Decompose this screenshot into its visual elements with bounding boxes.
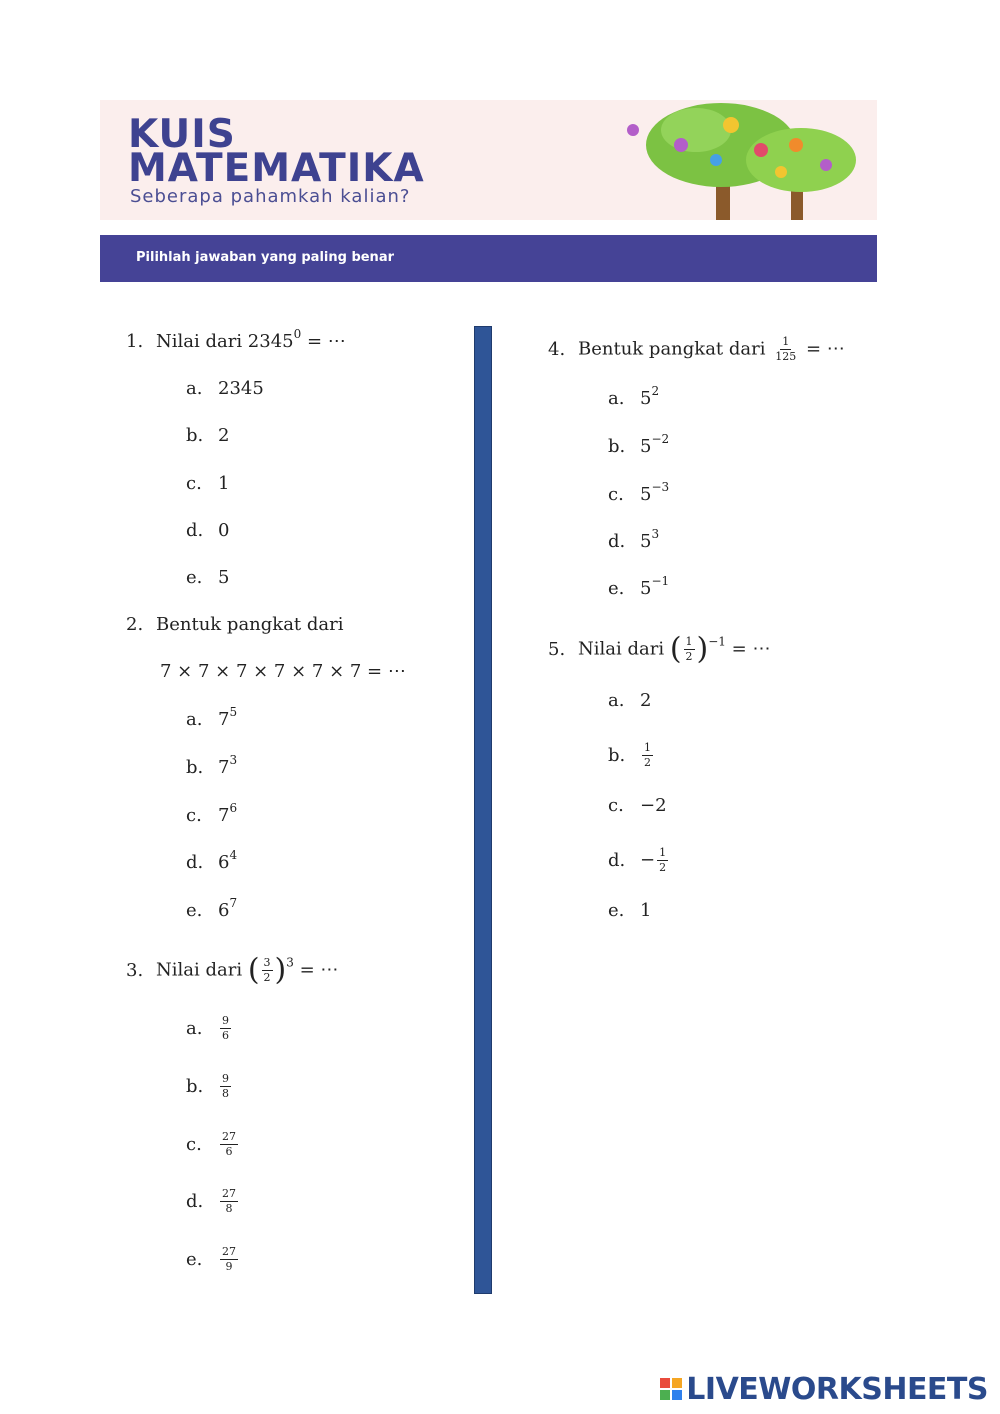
question-suffix: = ⋯ — [725, 638, 771, 660]
fraction — [262, 957, 273, 984]
fraction — [220, 1073, 231, 1100]
option-exponent: 5 — [229, 705, 238, 719]
liveworksheets-logo[interactable] — [660, 1372, 988, 1406]
option-letter: e. — [186, 567, 203, 588]
option-text: 0 — [218, 520, 230, 541]
option-text: 1 — [218, 473, 230, 494]
instruction-bar — [100, 235, 877, 282]
column-divider — [474, 326, 492, 1294]
title-line-2: MATEMATIKA — [128, 146, 425, 191]
question-number: 4. — [548, 338, 566, 360]
question-number: 3. — [126, 959, 144, 981]
question-4 — [548, 336, 845, 363]
numerator: 9 — [222, 1072, 229, 1085]
option-letter: a. — [608, 388, 625, 409]
numerator: 3 — [263, 956, 271, 969]
question-3 — [126, 952, 339, 988]
instruction-text: Pilihlah jawaban yang paling benar — [136, 250, 395, 265]
fraction — [220, 1188, 238, 1215]
option-sign: − — [640, 849, 656, 871]
option-q4-a[interactable] — [608, 384, 660, 410]
option-text: 2 — [218, 425, 230, 446]
option-exponent: −1 — [651, 574, 670, 588]
option-q1-d[interactable] — [186, 520, 229, 542]
question-suffix: = ⋯ — [293, 959, 339, 981]
fraction — [220, 1131, 238, 1158]
option-letter: c. — [186, 473, 202, 494]
question-2-expression: 7 × 7 × 7 × 7 × 7 × 7 = ⋯ — [160, 661, 406, 682]
question-suffix: = ⋯ — [301, 331, 346, 352]
option-exponent: −2 — [651, 432, 670, 446]
option-q4-e[interactable] — [608, 574, 670, 600]
option-q4-d[interactable] — [608, 527, 660, 553]
option-exponent: 4 — [229, 848, 238, 862]
fraction — [642, 742, 653, 769]
option-exponent: 3 — [229, 753, 238, 767]
fraction — [684, 636, 695, 663]
option-q5-d[interactable] — [608, 847, 670, 874]
denominator: 2 — [685, 650, 693, 663]
option-q3-b[interactable] — [186, 1073, 233, 1100]
denominator: 2 — [263, 971, 271, 984]
option-letter: d. — [186, 852, 204, 873]
numerator: 1 — [782, 335, 790, 348]
option-letter: e. — [608, 578, 625, 599]
denominator: 6 — [222, 1029, 229, 1042]
option-base: 5 — [640, 531, 652, 552]
option-q4-b[interactable] — [608, 432, 670, 458]
option-q2-a[interactable] — [186, 705, 238, 731]
option-q5-a[interactable] — [608, 690, 651, 712]
numerator: 27 — [222, 1130, 236, 1143]
option-q2-c[interactable] — [186, 801, 238, 827]
question-1 — [126, 327, 346, 353]
numerator: 9 — [222, 1014, 229, 1027]
option-q1-b[interactable] — [186, 425, 229, 447]
option-base: 5 — [640, 484, 652, 505]
option-exponent: 2 — [651, 384, 660, 398]
option-q3-d[interactable] — [186, 1188, 240, 1215]
option-text: 2 — [640, 690, 652, 711]
option-letter: d. — [186, 1190, 204, 1212]
title-line-1: KUIS — [128, 112, 236, 157]
option-text: 5 — [218, 567, 230, 588]
left-paren: ( — [247, 952, 260, 988]
option-letter: b. — [186, 1075, 204, 1097]
option-letter: d. — [186, 520, 204, 541]
fraction — [220, 1015, 231, 1042]
option-letter: b. — [608, 436, 626, 457]
option-letter: c. — [608, 795, 624, 816]
option-base: 6 — [218, 900, 230, 921]
denominator: 2 — [659, 861, 667, 874]
subtitle: Seberapa pahamkah kalian? — [130, 186, 411, 207]
option-exponent: 3 — [651, 527, 660, 541]
option-exponent: −3 — [651, 480, 670, 494]
question-number: 1. — [126, 331, 144, 352]
option-letter: b. — [186, 757, 204, 778]
question-number: 5. — [548, 638, 566, 660]
option-letter: c. — [608, 484, 624, 505]
option-text: 1 — [640, 900, 652, 921]
numerator: 1 — [644, 741, 651, 754]
denominator: 125 — [775, 350, 797, 363]
option-exponent: 7 — [229, 896, 238, 910]
option-letter: c. — [186, 1133, 202, 1155]
option-base: 7 — [218, 709, 230, 730]
question-text: Bentuk pangkat dari — [578, 338, 772, 360]
question-2 — [126, 614, 344, 636]
number-tree-illustration — [621, 100, 871, 220]
option-base: 5 — [640, 388, 652, 409]
option-q1-e[interactable] — [186, 567, 229, 589]
logo-grid-icon — [660, 1378, 682, 1400]
right-paren: ) — [274, 952, 287, 988]
option-q1-a[interactable] — [186, 378, 264, 400]
exponent: −1 — [708, 634, 726, 649]
numerator: 27 — [222, 1245, 236, 1258]
option-q2-b[interactable] — [186, 753, 238, 779]
option-letter: d. — [608, 849, 626, 871]
option-letter: a. — [608, 690, 625, 711]
option-base: 7 — [218, 757, 230, 778]
option-q3-a[interactable] — [186, 1015, 233, 1042]
option-base: 7 — [218, 805, 230, 826]
brand-name: LIVEWORKSHEETS — [686, 1371, 988, 1407]
option-q3-c[interactable] — [186, 1131, 240, 1158]
question-text: Nilai dari 2345 — [156, 331, 294, 352]
option-letter: e. — [186, 1248, 203, 1270]
option-base: 6 — [218, 852, 230, 873]
option-q5-c[interactable] — [608, 795, 667, 817]
question-5 — [548, 631, 771, 667]
option-letter: a. — [186, 378, 203, 399]
option-letter: a. — [186, 1017, 203, 1039]
fraction — [657, 847, 668, 874]
option-q3-e[interactable] — [186, 1246, 240, 1273]
option-q5-e[interactable] — [608, 900, 651, 922]
question-suffix: = ⋯ — [800, 338, 845, 360]
numerator: 27 — [222, 1187, 236, 1200]
left-paren: ( — [669, 631, 682, 667]
option-text: −2 — [640, 795, 667, 816]
denominator: 9 — [225, 1260, 233, 1273]
option-base: 5 — [640, 578, 652, 599]
option-text: 2345 — [218, 378, 264, 399]
denominator: 2 — [644, 756, 651, 769]
numerator: 1 — [659, 846, 667, 859]
option-q1-c[interactable] — [186, 473, 229, 495]
denominator: 6 — [225, 1145, 233, 1158]
denominator: 8 — [222, 1087, 229, 1100]
option-letter: d. — [608, 531, 626, 552]
option-letter: e. — [186, 900, 203, 921]
question-number: 2. — [126, 614, 144, 635]
numerator: 1 — [685, 635, 693, 648]
option-exponent: 6 — [229, 801, 238, 815]
exponent: 3 — [286, 955, 294, 970]
fraction — [773, 336, 798, 363]
option-q2-e[interactable] — [186, 896, 238, 922]
option-letter: b. — [608, 744, 626, 766]
option-q5-b[interactable] — [608, 742, 655, 769]
question-text: Nilai dari — [578, 638, 670, 660]
option-q4-c[interactable] — [608, 480, 670, 506]
fraction — [220, 1246, 238, 1273]
option-letter: a. — [186, 709, 203, 730]
header-banner — [100, 100, 877, 220]
option-letter: c. — [186, 805, 202, 826]
option-base: 5 — [640, 436, 652, 457]
right-paren: ) — [696, 631, 709, 667]
option-q2-d[interactable] — [186, 848, 238, 874]
exponent: 0 — [293, 327, 302, 341]
question-text: Nilai dari — [156, 959, 248, 981]
question-text: Bentuk pangkat dari — [156, 614, 344, 635]
option-letter: b. — [186, 425, 204, 446]
denominator: 8 — [225, 1202, 233, 1215]
option-letter: e. — [608, 900, 625, 921]
